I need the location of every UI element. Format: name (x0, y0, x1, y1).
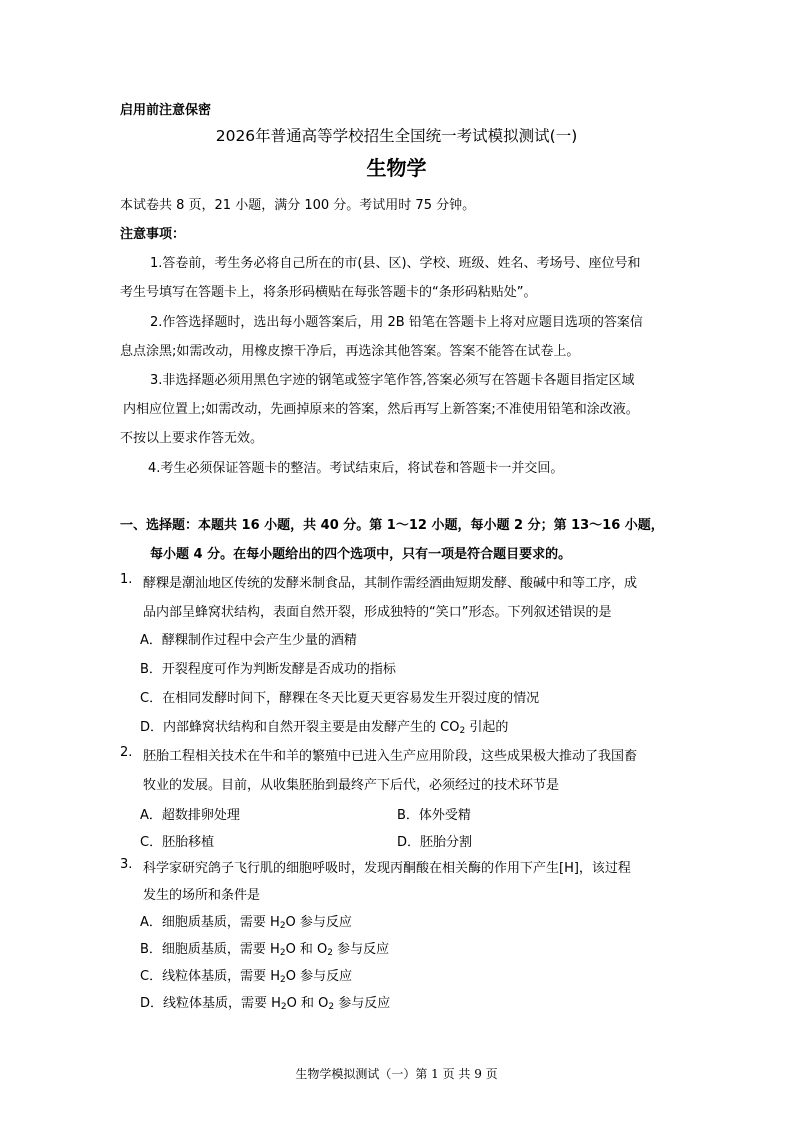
subscript: 2 (279, 948, 286, 958)
question-number: 2. (120, 745, 133, 760)
subscript: 2 (280, 975, 286, 985)
section-heading-line-2: 每小题 4 分。在每小题给出的四个选项中，只有一项是符合题目要求的。 (150, 547, 572, 562)
option-text: O 参与反应 (285, 915, 352, 930)
notice-item-1-line-2: 考生号填写在答题卡上，将条形码横贴在每张答题卡的“条形码粘贴处”。 (120, 285, 537, 300)
subscript: 2 (459, 726, 466, 736)
question-1-option-a: A．酵粿制作过程中会产生少量的酒精 (140, 633, 357, 648)
question-2-option-c: C．胚胎移植 (140, 835, 215, 850)
question-2-option-d: D．胚胎分割 (397, 835, 473, 850)
notice-item-1-line-1: 1.答卷前，考生务必将自己所在的市(县、区)、学校、班级、姓名、考场号、座位号和 (150, 256, 641, 271)
question-3-stem-line-1: 科学家研究鸽子飞行肌的细胞呼吸时，发现丙酮酸在相关酶的作用下产生[H]，该过程 (143, 861, 631, 876)
question-2-option-b: B．体外受精 (397, 808, 471, 823)
option-text: D．线粒体基质，需要 H (140, 996, 281, 1011)
question-1-option-b: B．开裂程度可作为判断发酵是否成功的指标 (140, 662, 396, 677)
notice-heading: 注意事项： (120, 227, 186, 242)
option-text: O 和 O (286, 996, 329, 1011)
exam-title: 2026年普通高等学校招生全国统一考试模拟测试(一) (215, 127, 578, 145)
notice-item-3-line-3: 不按以上要求作答无效。 (120, 431, 264, 446)
subscript: 2 (279, 921, 286, 931)
notice-item-3-line-2: 内相应位置上;如需改动，先画掉原来的答案，然后再写上新答案;不准使用铅笔和涂改液。 (123, 402, 639, 417)
question-3-option-c (140, 965, 352, 984)
option-text: O 参与反应 (285, 969, 353, 984)
option-text: D．内部蜂窝状结构和自然开裂主要是由发酵产生的 CO (140, 720, 460, 735)
option-text: 引起的 (465, 720, 509, 735)
confidential-label: 启用前注意保密 (120, 103, 212, 118)
question-3-option-a (140, 911, 352, 930)
notice-item-4-line-1: 4.考生必须保证答题卡的整洁。考试结束后，将试卷和答题卡一并交回。 (148, 461, 564, 476)
section-heading-line-1: 一、选择题：本题共 16 小题，共 40 分。第 1～12 小题，每小题 2 分；第 13～16 小题， (120, 518, 664, 533)
question-3-stem-line-2: 发生的场所和条件是 (143, 888, 261, 903)
subject-title: 生物学 (366, 156, 427, 180)
question-number: 1. (120, 572, 133, 587)
option-text: C．线粒体基质，需要 H (140, 969, 280, 984)
option-text: O 和 O (285, 942, 328, 957)
question-3-option-d (140, 992, 390, 1011)
subscript: 2 (328, 1002, 335, 1012)
question-2-stem-line-2: 牧业的发展。目前，从收集胚胎到最终产下后代，必须经过的技术环节是 (143, 778, 560, 793)
question-number: 3. (120, 857, 133, 872)
subscript: 2 (327, 948, 334, 958)
question-1-option-d (140, 716, 508, 735)
exam-intro: 本试卷共 8 页，21 小题，满分 100 分。考试用时 75 分钟。 (120, 198, 476, 213)
option-text: B．细胞质基质，需要 H (140, 942, 280, 957)
question-1-option-c: C．在相同发酵时间下，酵粿在冬天比夏天更容易发生开裂过度的情况 (140, 691, 540, 706)
question-2-stem-line-1: 胚胎工程相关技术在牛和羊的繁殖中已进入生产应用阶段，这些成果极大推动了我国畜 (143, 749, 638, 764)
option-text: 参与反应 (333, 942, 390, 957)
question-1-stem-line-2: 品内部呈蜂窝状结构，表面自然开裂，形成独特的“笑口”形态。下列叙述错误的是 (143, 605, 612, 620)
page-footer: 生物学模拟测试（一）第 1 页 共 9 页 (295, 1067, 498, 1081)
notice-item-2-line-2: 息点涂黑;如需改动，用橡皮擦干净后，再选涂其他答案。答案不能答在试卷上。 (120, 344, 580, 359)
subscript: 2 (280, 1002, 287, 1012)
option-text: 参与反应 (334, 996, 391, 1011)
notice-item-2-line-1: 2.作答选择题时，选出每小题答案后，用 2B 铅笔在答题卡上将对应题目选项的答案信 (150, 315, 643, 330)
question-2-option-a: A．超数排卵处理 (140, 808, 240, 823)
notice-item-3-line-1: 3.非选择题必须用黑色字迹的钢笔或签字笔作答,答案必须写在答题卡各题目指定区域 (150, 373, 635, 388)
question-1-stem-line-1: 酵粿是潮汕地区传统的发酵米制食品，其制作需经酒曲短期发酵、酸碱中和等工序，成 (143, 576, 638, 591)
question-3-option-b (140, 938, 389, 957)
option-text: A．细胞质基质，需要 H (140, 915, 280, 930)
